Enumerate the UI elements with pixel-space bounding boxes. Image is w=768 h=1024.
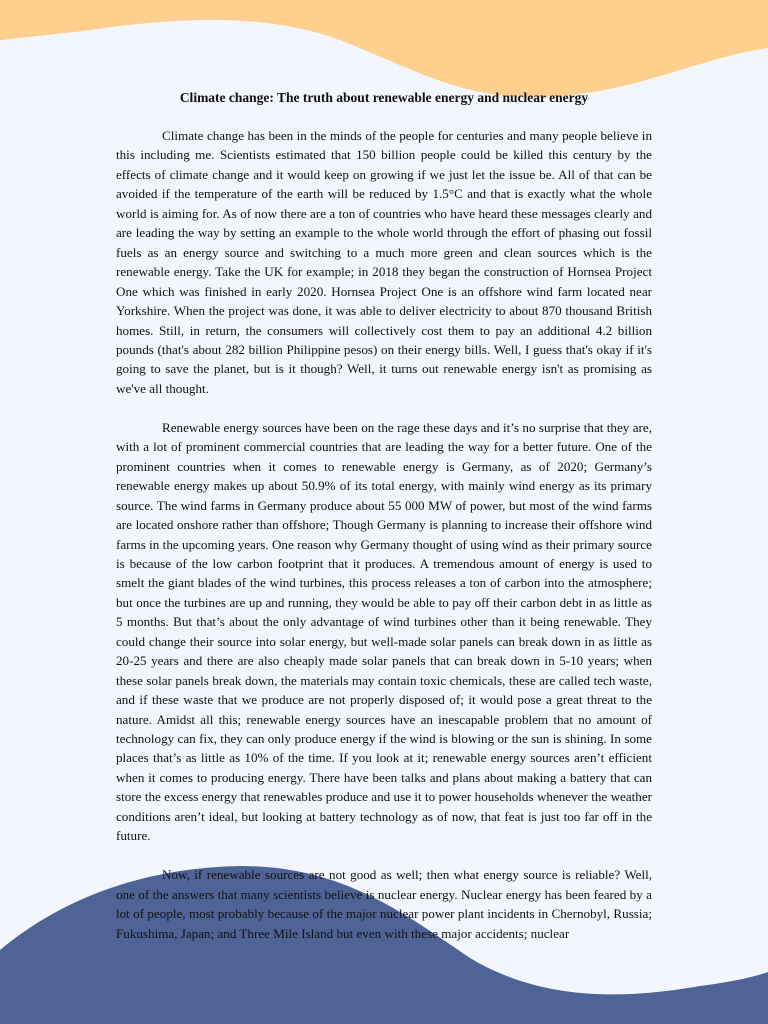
document-title: Climate change: The truth about renewable energy and nuclear energy — [179, 90, 589, 105]
paragraph-2: Renewable energy sources have been on the rage these days and it’s no surprise that they are, with a lot of prominent commercial countries that are leading the way for a better future. One of the prominent countries when it comes to renewable energy is Germany, as of 2020; Germany’s renewable energy makes up about 50.9% of its total energy, with mainly wind energy as its primary source. The wind farms in Germany produce about 55 000 MW of power, but most of the wind farms are located onshore rather than offshore; Though Germany is planning to increase their offshore wind farms in the upcoming years. One reason why Germany thought of using wind as their primary source is because of the low carbon footprint that it produces. A tremendous amount of energy is used to smelt the giant blades of the wind turbines, this process releases a ton of carbon into the atmosphere; but once the turbines are up and running, they would be able to pay off their carbon debt in as little as 5 months. But that’s about the only advantage of wind turbines other than it being renewable. They could change their source into solar energy, but well-made solar panels can break down in as little as 20-25 years and there are also cheaply made solar panels that can break down in 5-10 years; when these solar panels break down, the materials may contain toxic chemicals, these are called tech waste, and if these waste that we produce are not properly disposed of; it would pose a great threat to the nature. Amidst all this; renewable energy sources have an inescapable problem that no amount of technology can fix, they can only produce energy if the wind is blowing or the sun is shining. In some places that’s as little as 10% of the time. If you look at it; renewable energy sources aren’t efficient when it comes to producing energy. There have been talks and plans about making a battery that can store the excess energy that renewables produce and use it to power households whenever the weather conditions aren’t ideal, but looking at battery technology as of now, that feat is just too far off in the future. — [116, 419, 652, 844]
paragraph-1: Climate change has been in the minds of the people for centuries and many people believe in this including me. Scientists estimated that 150 billion people could be killed this century by the effects of climate change and it would keep on growing if we just let the issue be. All of that can be avoided if the temperature of the earth will be reduced by 1.5°C and that is exactly what the whole world is aiming for. As of now there are a ton of countries who have heard these messages clearly and are leading the way by setting an example to the whole world through the effort of phasing out fossil fuels as an energy source and switching to a much more green and clean sources which is the renewable energy. Take the UK for example; in 2018 they began the construction of Hornsea Project One which was finished in early 2020. Hornsea Project One is an offshore wind farm located near Yorkshire. When the project was done, it was able to deliver electricity to about 870 thousand British homes. Still, in return, the consumers will collectively cost them to pay an additional 4.2 billion pounds (that's about 282 billion Philippine pesos) on their energy bills. Well, I guess that's okay if it's going to save the planet, but is it though? Well, it turns out renewable energy isn't as promising as we've all thought. — [116, 128, 652, 396]
paragraph-3: Now, if renewable sources are not good as well; then what energy source is reliable? Well, one of the answers that many scientists believe is nuclear energy. Nuclear energy has been feared by a lot of people, most probably because of the major nuclear power plant incidents in Chernobyl, Russia; Fukushima, Japan; and Three Mile Island but even with these major accidents; nuclear — [116, 867, 652, 941]
document-body — [116, 88, 652, 962]
